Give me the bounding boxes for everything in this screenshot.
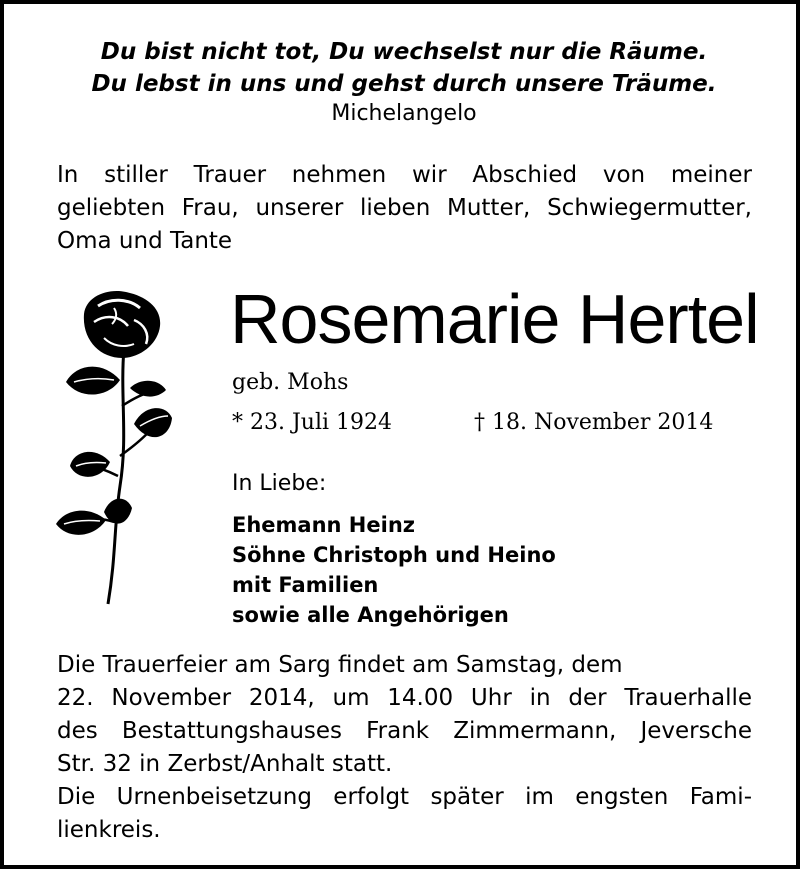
mourners-intro: In Liebe: <box>232 471 327 496</box>
quote-author: Michelangelo <box>331 101 477 126</box>
intro-line: Oma und Tante <box>57 228 233 254</box>
birth-date: * 23. Juli 1924 <box>232 410 393 435</box>
mourner-line: sowie alle Angehörigen <box>232 603 509 627</box>
service-line: lienkreis. <box>57 817 161 843</box>
service-paragraph <box>57 649 752 847</box>
rose-icon <box>54 286 174 606</box>
service-line: des Bestattungshauses Frank Zimmermann, Jeversche <box>57 718 752 744</box>
mourner-line: mit Familien <box>232 573 379 597</box>
service-line: Die Trauerfeier am Sarg findet am Samstag, dem <box>57 652 623 678</box>
service-line: Str. 32 in Zerbst/Anhalt statt. <box>57 751 393 777</box>
mourners-list <box>232 510 556 630</box>
birth-name: geb. Mohs <box>232 370 349 395</box>
mourner-line: Ehemann Heinz <box>232 513 415 537</box>
service-line: 22. November 2014, um 14.00 Uhr in der Trauerhalle <box>57 685 752 711</box>
death-date: † 18. November 2014 <box>474 410 714 435</box>
service-line: Die Urnenbeisetzung erfolgt später im engsten Fami- <box>57 784 752 810</box>
deceased-name: Rosemarie Hertel <box>230 280 759 358</box>
intro-line: In stiller Trauer nehmen wir Abschied von meiner <box>57 162 752 188</box>
intro-paragraph <box>57 159 752 258</box>
intro-line: geliebten Frau, unserer lieben Mutter, Schwiegermutter, <box>57 195 752 221</box>
quote-line-1: Du bist nicht tot, Du wechselst nur die Räume. <box>100 39 708 65</box>
quote-line-2: Du lebst in uns und gehst durch unsere Träume. <box>91 71 717 97</box>
mourner-line: Söhne Christoph und Heino <box>232 543 556 567</box>
